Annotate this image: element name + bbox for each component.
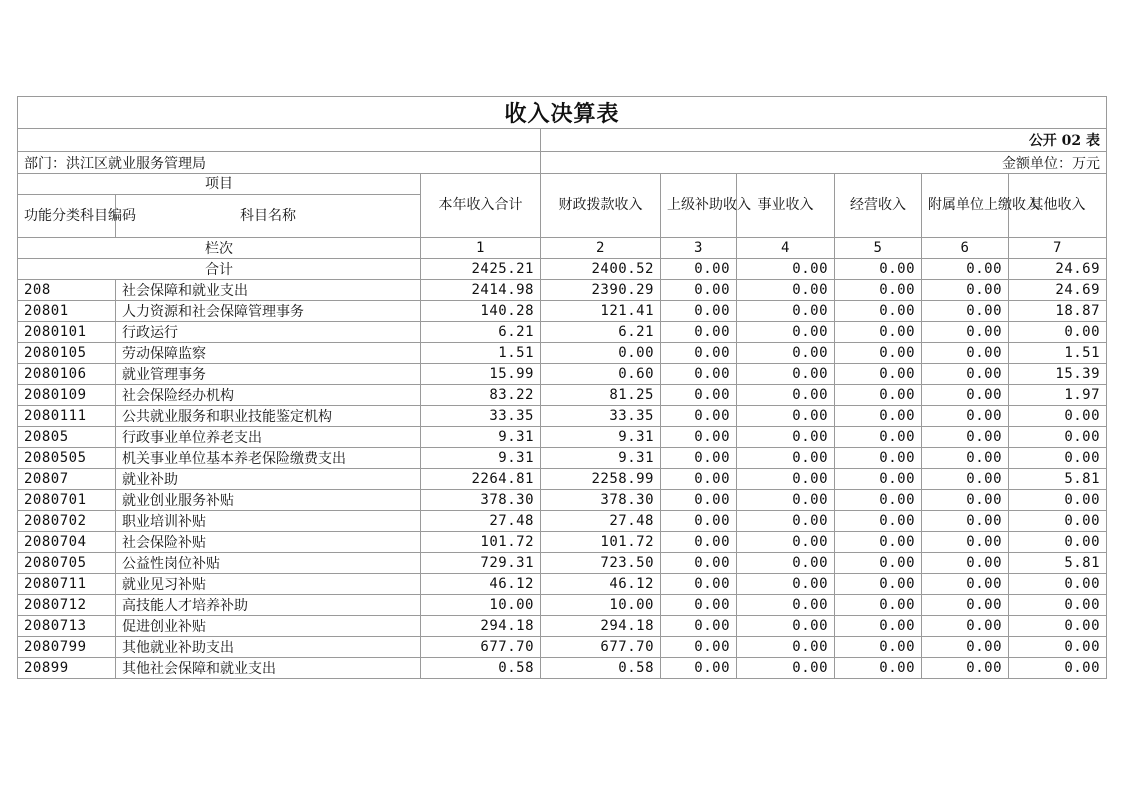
column-index-label: 栏次 bbox=[18, 238, 421, 259]
total-row bbox=[18, 259, 1107, 280]
amount-cell: 0.00 bbox=[541, 343, 661, 364]
amount-cell: 0.58 bbox=[421, 658, 541, 679]
amount-cell: 378.30 bbox=[421, 490, 541, 511]
table-row bbox=[18, 469, 1107, 490]
amount-cell: 0.00 bbox=[835, 448, 922, 469]
subject-name: 人力资源和社会保障管理事务 bbox=[116, 301, 421, 322]
amount-cell: 0.00 bbox=[661, 322, 737, 343]
total-value: 0.00 bbox=[661, 259, 737, 280]
amount-cell: 0.00 bbox=[737, 322, 835, 343]
amount-cell: 0.00 bbox=[922, 511, 1009, 532]
amount-cell: 0.00 bbox=[835, 532, 922, 553]
amount-cell: 0.00 bbox=[835, 301, 922, 322]
amount-cell: 0.00 bbox=[737, 574, 835, 595]
amount-cell: 0.00 bbox=[737, 427, 835, 448]
subject-code: 2080701 bbox=[18, 490, 116, 511]
amount-cell: 0.00 bbox=[835, 553, 922, 574]
amount-cell: 140.28 bbox=[421, 301, 541, 322]
amount-cell: 0.00 bbox=[922, 343, 1009, 364]
amount-cell: 0.00 bbox=[661, 574, 737, 595]
amount-cell: 101.72 bbox=[541, 532, 661, 553]
amount-cell: 0.00 bbox=[922, 658, 1009, 679]
subject-name: 就业见习补贴 bbox=[116, 574, 421, 595]
amount-cell: 0.00 bbox=[922, 574, 1009, 595]
subject-name: 机关事业单位基本养老保险缴费支出 bbox=[116, 448, 421, 469]
amount-cell: 0.00 bbox=[835, 385, 922, 406]
amount-cell: 2264.81 bbox=[421, 469, 541, 490]
amount-cell: 15.99 bbox=[421, 364, 541, 385]
amount-cell: 10.00 bbox=[421, 595, 541, 616]
col-header-7: 其他收入 bbox=[1009, 174, 1107, 238]
amount-cell: 0.00 bbox=[835, 616, 922, 637]
total-value: 0.00 bbox=[835, 259, 922, 280]
amount-cell: 0.00 bbox=[1009, 448, 1107, 469]
subject-name: 就业补助 bbox=[116, 469, 421, 490]
column-index-4: 4 bbox=[737, 238, 835, 259]
amount-cell: 0.00 bbox=[1009, 511, 1107, 532]
amount-cell: 0.00 bbox=[661, 616, 737, 637]
amount-cell: 0.00 bbox=[737, 553, 835, 574]
amount-cell: 0.60 bbox=[541, 364, 661, 385]
amount-cell: 0.00 bbox=[835, 490, 922, 511]
subject-code: 2080799 bbox=[18, 637, 116, 658]
amount-cell: 0.00 bbox=[661, 469, 737, 490]
table-row bbox=[18, 658, 1107, 679]
amount-cell: 46.12 bbox=[421, 574, 541, 595]
amount-cell: 0.58 bbox=[541, 658, 661, 679]
column-index-5: 5 bbox=[835, 238, 922, 259]
amount-cell: 15.39 bbox=[1009, 364, 1107, 385]
col-header-4: 事业收入 bbox=[737, 174, 835, 238]
subject-name: 社会保险经办机构 bbox=[116, 385, 421, 406]
data-rows bbox=[18, 280, 1107, 679]
amount-cell: 9.31 bbox=[421, 448, 541, 469]
amount-cell: 24.69 bbox=[1009, 280, 1107, 301]
amount-cell: 1.51 bbox=[1009, 343, 1107, 364]
column-index-1: 1 bbox=[421, 238, 541, 259]
table-row bbox=[18, 406, 1107, 427]
col-header-1: 本年收入合计 bbox=[421, 174, 541, 238]
subject-code: 2080713 bbox=[18, 616, 116, 637]
amount-cell: 0.00 bbox=[1009, 322, 1107, 343]
table-row bbox=[18, 385, 1107, 406]
subject-name: 行政事业单位养老支出 bbox=[116, 427, 421, 448]
amount-cell: 378.30 bbox=[541, 490, 661, 511]
amount-cell: 0.00 bbox=[1009, 532, 1107, 553]
amount-cell: 0.00 bbox=[922, 490, 1009, 511]
amount-cell: 0.00 bbox=[737, 448, 835, 469]
amount-cell: 0.00 bbox=[737, 406, 835, 427]
subject-name: 促进创业补贴 bbox=[116, 616, 421, 637]
total-label: 合计 bbox=[18, 259, 421, 280]
amount-cell: 0.00 bbox=[835, 637, 922, 658]
amount-cell: 0.00 bbox=[835, 595, 922, 616]
subject-name: 社会保障和就业支出 bbox=[116, 280, 421, 301]
amount-cell: 5.81 bbox=[1009, 553, 1107, 574]
column-index-7: 7 bbox=[1009, 238, 1107, 259]
amount-cell: 0.00 bbox=[661, 637, 737, 658]
total-value: 0.00 bbox=[737, 259, 835, 280]
table-row bbox=[18, 616, 1107, 637]
amount-cell: 0.00 bbox=[835, 511, 922, 532]
amount-cell: 0.00 bbox=[1009, 595, 1107, 616]
amount-cell: 0.00 bbox=[1009, 574, 1107, 595]
table-row bbox=[18, 301, 1107, 322]
subject-code: 208 bbox=[18, 280, 116, 301]
amount-cell: 0.00 bbox=[835, 469, 922, 490]
amount-cell: 0.00 bbox=[835, 343, 922, 364]
table-row bbox=[18, 280, 1107, 301]
subject-name: 就业创业服务补贴 bbox=[116, 490, 421, 511]
subject-name: 劳动保障监察 bbox=[116, 343, 421, 364]
amount-cell: 27.48 bbox=[421, 511, 541, 532]
column-index-3: 3 bbox=[661, 238, 737, 259]
amount-cell: 0.00 bbox=[922, 532, 1009, 553]
amount-cell: 27.48 bbox=[541, 511, 661, 532]
amount-cell: 294.18 bbox=[541, 616, 661, 637]
table-row bbox=[18, 532, 1107, 553]
subject-code: 2080711 bbox=[18, 574, 116, 595]
amount-cell: 6.21 bbox=[421, 322, 541, 343]
subject-code: 2080101 bbox=[18, 322, 116, 343]
col-header-2: 财政拨款收入 bbox=[541, 174, 661, 238]
amount-cell: 0.00 bbox=[661, 280, 737, 301]
amount-cell: 0.00 bbox=[922, 553, 1009, 574]
subject-name: 公共就业服务和职业技能鉴定机构 bbox=[116, 406, 421, 427]
amount-cell: 0.00 bbox=[835, 364, 922, 385]
subject-name: 公益性岗位补贴 bbox=[116, 553, 421, 574]
table-row bbox=[18, 595, 1107, 616]
subject-name: 高技能人才培养补助 bbox=[116, 595, 421, 616]
subject-code: 20899 bbox=[18, 658, 116, 679]
subject-code: 2080702 bbox=[18, 511, 116, 532]
subject-name: 其他就业补助支出 bbox=[116, 637, 421, 658]
amount-cell: 6.21 bbox=[541, 322, 661, 343]
amount-cell: 0.00 bbox=[661, 364, 737, 385]
amount-cell: 0.00 bbox=[737, 637, 835, 658]
subject-code: 20807 bbox=[18, 469, 116, 490]
amount-cell: 0.00 bbox=[1009, 490, 1107, 511]
subject-name: 职业培训补贴 bbox=[116, 511, 421, 532]
amount-cell: 0.00 bbox=[661, 553, 737, 574]
amount-cell: 33.35 bbox=[421, 406, 541, 427]
column-index-2: 2 bbox=[541, 238, 661, 259]
amount-cell: 0.00 bbox=[1009, 406, 1107, 427]
amount-cell: 0.00 bbox=[737, 616, 835, 637]
amount-cell: 1.51 bbox=[421, 343, 541, 364]
amount-cell: 10.00 bbox=[541, 595, 661, 616]
amount-cell: 0.00 bbox=[922, 448, 1009, 469]
amount-cell: 0.00 bbox=[737, 469, 835, 490]
amount-cell: 33.35 bbox=[541, 406, 661, 427]
amount-cell: 0.00 bbox=[661, 343, 737, 364]
col-header-6: 附属单位上缴收入 bbox=[922, 174, 1009, 238]
amount-cell: 0.00 bbox=[922, 322, 1009, 343]
total-value: 24.69 bbox=[1009, 259, 1107, 280]
amount-cell: 5.81 bbox=[1009, 469, 1107, 490]
amount-cell: 677.70 bbox=[421, 637, 541, 658]
amount-cell: 9.31 bbox=[421, 427, 541, 448]
amount-cell: 0.00 bbox=[737, 364, 835, 385]
amount-cell: 0.00 bbox=[737, 532, 835, 553]
amount-cell: 0.00 bbox=[661, 595, 737, 616]
subject-name: 其他社会保障和就业支出 bbox=[116, 658, 421, 679]
amount-cell: 0.00 bbox=[661, 301, 737, 322]
amount-cell: 0.00 bbox=[661, 490, 737, 511]
amount-cell: 0.00 bbox=[737, 511, 835, 532]
amount-cell: 0.00 bbox=[661, 532, 737, 553]
subject-code: 2080505 bbox=[18, 448, 116, 469]
amount-cell: 677.70 bbox=[541, 637, 661, 658]
amount-cell: 2258.99 bbox=[541, 469, 661, 490]
amount-cell: 0.00 bbox=[661, 448, 737, 469]
table-row bbox=[18, 448, 1107, 469]
amount-cell: 0.00 bbox=[1009, 616, 1107, 637]
table-row bbox=[18, 490, 1107, 511]
amount-cell: 0.00 bbox=[737, 280, 835, 301]
subject-code: 2080712 bbox=[18, 595, 116, 616]
total-value: 2400.52 bbox=[541, 259, 661, 280]
column-index-6: 6 bbox=[922, 238, 1009, 259]
item-header: 项目 bbox=[18, 174, 421, 195]
amount-cell: 0.00 bbox=[835, 427, 922, 448]
amount-cell: 0.00 bbox=[922, 595, 1009, 616]
subject-name: 就业管理事务 bbox=[116, 364, 421, 385]
amount-cell: 0.00 bbox=[922, 301, 1009, 322]
table-row bbox=[18, 637, 1107, 658]
amount-cell: 0.00 bbox=[922, 469, 1009, 490]
amount-cell: 2390.29 bbox=[541, 280, 661, 301]
subject-code: 2080704 bbox=[18, 532, 116, 553]
amount-cell: 0.00 bbox=[922, 427, 1009, 448]
amount-cell: 0.00 bbox=[737, 595, 835, 616]
amount-cell: 0.00 bbox=[835, 322, 922, 343]
amount-cell: 0.00 bbox=[922, 364, 1009, 385]
table-row bbox=[18, 574, 1107, 595]
income-final-account-table bbox=[17, 96, 1107, 679]
amount-cell: 0.00 bbox=[922, 616, 1009, 637]
amount-cell: 121.41 bbox=[541, 301, 661, 322]
amount-cell: 2414.98 bbox=[421, 280, 541, 301]
amount-cell: 1.97 bbox=[1009, 385, 1107, 406]
table-row bbox=[18, 511, 1107, 532]
subject-name-header: 科目名称 bbox=[116, 195, 421, 238]
amount-cell: 0.00 bbox=[1009, 637, 1107, 658]
amount-cell: 723.50 bbox=[541, 553, 661, 574]
subject-code: 20805 bbox=[18, 427, 116, 448]
amount-cell: 0.00 bbox=[1009, 658, 1107, 679]
amount-cell: 0.00 bbox=[737, 343, 835, 364]
amount-cell: 0.00 bbox=[1009, 427, 1107, 448]
amount-cell: 0.00 bbox=[661, 427, 737, 448]
subject-name: 社会保险补贴 bbox=[116, 532, 421, 553]
func-code-header: 功能分类科目编码 bbox=[18, 195, 116, 238]
amount-cell: 294.18 bbox=[421, 616, 541, 637]
table-row bbox=[18, 553, 1107, 574]
amount-cell: 0.00 bbox=[922, 385, 1009, 406]
amount-cell: 83.22 bbox=[421, 385, 541, 406]
table-row bbox=[18, 343, 1107, 364]
table-row bbox=[18, 364, 1107, 385]
amount-cell: 0.00 bbox=[737, 658, 835, 679]
amount-cell: 81.25 bbox=[541, 385, 661, 406]
amount-cell: 101.72 bbox=[421, 532, 541, 553]
table-row bbox=[18, 427, 1107, 448]
col-header-3: 上级补助收入 bbox=[661, 174, 737, 238]
amount-cell: 46.12 bbox=[541, 574, 661, 595]
subject-code: 20801 bbox=[18, 301, 116, 322]
col-header-5: 经营收入 bbox=[835, 174, 922, 238]
amount-cell: 0.00 bbox=[922, 406, 1009, 427]
blank-cell bbox=[18, 129, 541, 152]
form-code: 公开 02 表 bbox=[541, 129, 1107, 152]
amount-cell: 0.00 bbox=[835, 280, 922, 301]
amount-cell: 0.00 bbox=[661, 406, 737, 427]
amount-cell: 0.00 bbox=[661, 658, 737, 679]
total-value: 0.00 bbox=[922, 259, 1009, 280]
amount-cell: 0.00 bbox=[661, 511, 737, 532]
total-value: 2425.21 bbox=[421, 259, 541, 280]
subject-code: 2080109 bbox=[18, 385, 116, 406]
amount-cell: 0.00 bbox=[835, 658, 922, 679]
table-row bbox=[18, 322, 1107, 343]
amount-cell: 9.31 bbox=[541, 448, 661, 469]
table-title: 收入决算表 bbox=[18, 97, 1107, 129]
amount-cell: 729.31 bbox=[421, 553, 541, 574]
unit-label: 金额单位：万元 bbox=[541, 152, 1107, 174]
subject-code: 2080106 bbox=[18, 364, 116, 385]
amount-cell: 0.00 bbox=[835, 406, 922, 427]
amount-cell: 9.31 bbox=[541, 427, 661, 448]
amount-cell: 0.00 bbox=[737, 385, 835, 406]
department-label: 部门：洪江区就业服务管理局 bbox=[18, 152, 541, 174]
amount-cell: 18.87 bbox=[1009, 301, 1107, 322]
amount-cell: 0.00 bbox=[737, 490, 835, 511]
amount-cell: 0.00 bbox=[922, 637, 1009, 658]
subject-code: 2080705 bbox=[18, 553, 116, 574]
subject-code: 2080105 bbox=[18, 343, 116, 364]
amount-cell: 0.00 bbox=[835, 574, 922, 595]
amount-cell: 0.00 bbox=[922, 280, 1009, 301]
amount-cell: 0.00 bbox=[661, 385, 737, 406]
amount-cell: 0.00 bbox=[737, 301, 835, 322]
subject-name: 行政运行 bbox=[116, 322, 421, 343]
subject-code: 2080111 bbox=[18, 406, 116, 427]
